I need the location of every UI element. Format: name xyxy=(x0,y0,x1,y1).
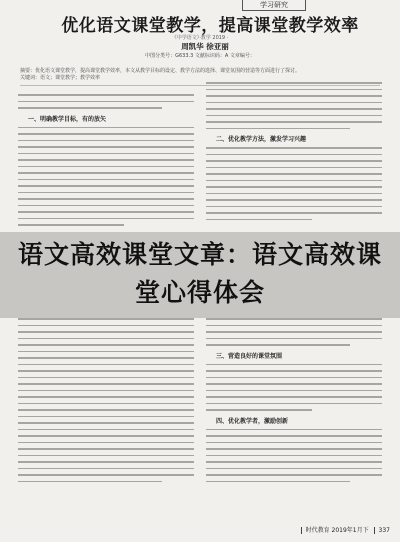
section-heading-1: 一、明确教学目标，有的放矢 xyxy=(28,115,107,123)
article-title: 优化语文课堂教学，提高课堂教学效率 xyxy=(61,16,359,36)
section-heading-4: 四、优化教学者，激励创新 xyxy=(216,417,289,425)
abstract-text: 摘要：优化语文课堂教学，提高课堂教学效率，本文从教学目标的设定、教学方法的选择、课堂氛围的营造等方面进行了探讨。 xyxy=(20,68,301,74)
page-number: 337 xyxy=(374,527,390,534)
footer-issue: 时代教育 2019年1月下 xyxy=(301,527,369,534)
section-heading-3: 三、营造良好的课堂氛围 xyxy=(216,352,283,360)
section-heading-2: 二、优化教学方法，激发学习兴趣 xyxy=(216,136,307,143)
page-footer xyxy=(230,525,390,535)
author-line: 周凯华 徐亚丽 xyxy=(181,42,229,51)
keywords-text: 关键词：语文；课堂教学；教学效率 xyxy=(20,75,101,81)
text-column-left-lower xyxy=(18,318,194,487)
meta-line: 中图分类号：G633.3 文献标识码：A 文章编号： xyxy=(145,53,255,59)
text-column-left-upper xyxy=(18,94,194,231)
text-column-right-upper xyxy=(206,82,382,225)
overlay-title: 语文高效课堂文章：语文高效课堂心得体会 xyxy=(17,240,382,307)
text-column-right-lower xyxy=(206,318,382,487)
source-line: 《中学语文》·教学 2019 · xyxy=(171,35,229,41)
section-tab: 学习研究 xyxy=(242,0,306,11)
